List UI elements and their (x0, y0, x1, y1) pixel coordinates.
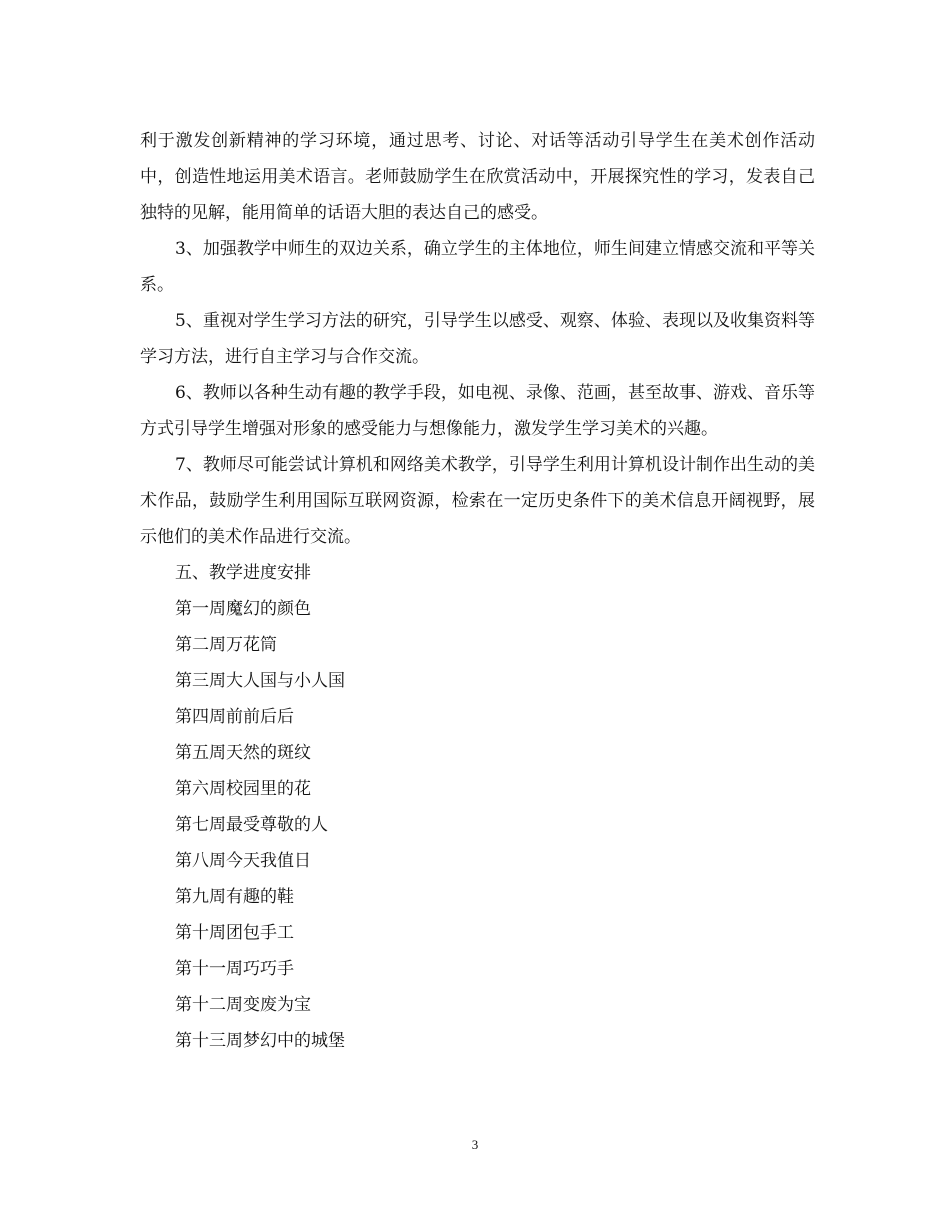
page-content (140, 123, 815, 1059)
schedule-item: 第五周天然的斑纹 (175, 743, 311, 763)
schedule-item: 第四周前前后后 (175, 707, 294, 727)
schedule-item: 第九周有趣的鞋 (175, 887, 294, 907)
section-heading: 五、教学进度安排 (175, 563, 311, 583)
paragraph-item-7: 7、教师尽可能尝试计算机和网络美术教学，引导学生利用计算机设计制作出生动的美术作品，鼓励学生利用国际互联网资源，检索在一定历史条件下的美术信息开阔视野，展示他们的美术作品进行交流。 (140, 455, 815, 547)
schedule-item: 第十二周变废为宝 (175, 995, 311, 1015)
schedule-item: 第六周校园里的花 (175, 779, 311, 799)
paragraph-continuation: 利于激发创新精神的学习环境，通过思考、讨论、对话等活动引导学生在美术创作活动中，创造性地运用美术语言。老师鼓励学生在欣赏活动中，开展探究性的学习，发表自己独特的见解，能用简单的话语大胆的表达自己的感受。 (140, 131, 815, 223)
schedule-item: 第八周今天我值日 (175, 851, 311, 871)
paragraph-item-5: 5、重视对学生学习方法的研究，引导学生以感受、观察、体验、表现以及收集资料等学习方法，进行自主学习与合作交流。 (140, 311, 815, 367)
schedule-item: 第三周大人国与小人国 (175, 671, 345, 691)
schedule-item: 第二周万花筒 (175, 635, 277, 655)
paragraph-item-3: 3、加强教学中师生的双边关系，确立学生的主体地位，师生间建立情感交流和平等关系。 (140, 239, 815, 295)
schedule-item: 第十三周梦幻中的城堡 (175, 1031, 345, 1051)
paragraph-item-6: 6、教师以各种生动有趣的教学手段，如电视、录像、范画，甚至故事、游戏、音乐等方式引导学生增强对形象的感受能力与想像能力，激发学生学习美术的兴趣。 (140, 383, 815, 439)
schedule-item: 第十一周巧巧手 (175, 959, 294, 979)
schedule-list (140, 591, 815, 1059)
schedule-item: 第十周团包手工 (175, 923, 294, 943)
schedule-item: 第一周魔幻的颜色 (175, 599, 311, 619)
schedule-item: 第七周最受尊敬的人 (175, 815, 328, 835)
page-number: 3 (471, 1137, 479, 1152)
